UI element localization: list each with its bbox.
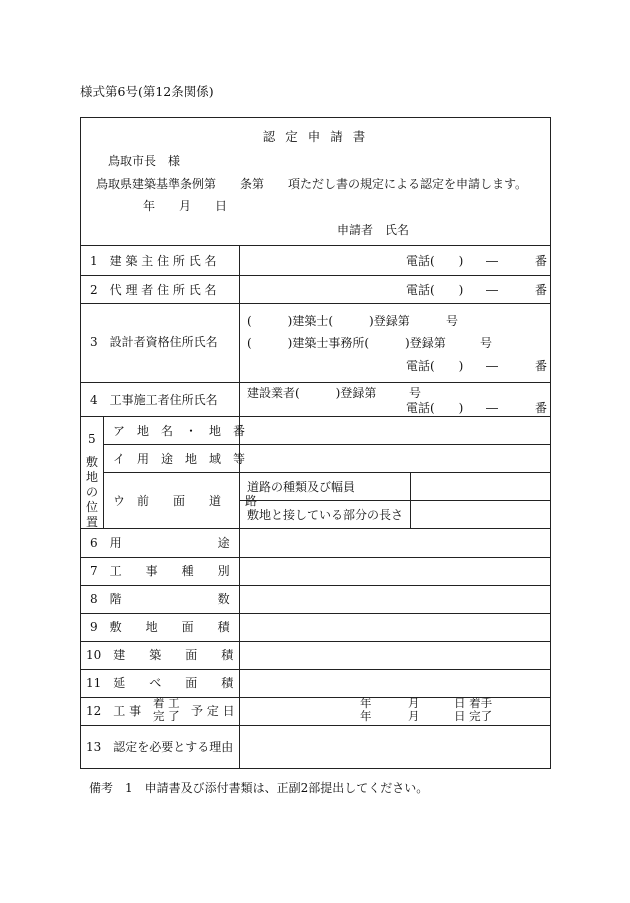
row-floor-area-label: 11 延 べ 面 積 [86,676,234,690]
phone-ban: 番 [535,401,548,415]
date-month: 月 [179,199,192,213]
row-site-address-label: ア 地 名 ・ 地 番 [113,424,246,438]
row-site-vertical-label: 敷 地 の 位 置 [85,455,98,529]
date-day: 日 [215,199,228,213]
phone-ban: 番 [535,283,548,297]
schedule-start-year: 年 [360,696,372,710]
row-designer-label: 3 設計者資格住所氏名 [90,335,218,349]
form-title: 認 定 申 請 書 [262,129,369,144]
designer-line1-go: 号 [446,314,459,328]
contractor-line1-go: 号 [409,386,422,400]
row-site-road-label: ウ 前 面 道 路 [113,494,258,508]
contractor-line1: 建設業者( )登録第 [247,386,377,400]
phone-label: 電話( ) [406,254,464,268]
row-contractor-label: 4 工事施工者住所氏名 [90,393,218,407]
schedule-start-month: 月 [408,696,420,710]
phone-label: 電話( ) [406,401,464,415]
row-schedule-prefix: 12 工 事 [86,704,142,718]
road-type-width-label: 道路の種類及び幅員 [247,480,356,494]
designer-line2: ( )建築士事務所( )登録第 [247,336,446,350]
phone-dash: ― [486,254,498,268]
phone-label: 電話( ) [406,283,464,297]
remarks-note: 備考 1 申請書及び添付書類は、正副2部提出してください。 [89,781,429,795]
road-frontage-length-label: 敷地と接している部分の長さ [247,508,404,522]
row-use-label: 6 用 途 [90,536,230,550]
row-site-area-label: 9 敷 地 面 積 [90,620,230,634]
statement: 鳥取県建築基準条例第 条第 項ただし書の規定による認定を申請します。 [96,177,528,191]
designer-line2-go: 号 [480,336,493,350]
applicant-name: 申請者 氏名 [337,223,410,237]
phone-dash: ― [486,401,498,415]
date-year: 年 [143,199,156,213]
phone-ban: 番 [535,359,548,373]
designer-line1: ( )建築士( )登録第 [247,314,410,328]
row-agent-label: 2 代 理 者 住 所 氏 名 [90,283,217,297]
phone-ban: 番 [535,254,548,268]
schedule-end-month: 月 [408,709,420,723]
row-site-zoning-label: イ 用 途 地 域 等 [113,452,246,466]
row-schedule-suffix: 予 定 日 [191,704,235,718]
form-number: 様式第6号(第12条関係) [80,84,214,99]
phone-label: 電話( ) [406,359,464,373]
row-work-type-label: 7 工 事 種 別 [90,564,230,578]
row-schedule-start: 着 工 [153,696,180,710]
phone-dash: ― [486,359,498,373]
row-site-number: 5 [88,432,96,446]
schedule-start-day: 日 着手 [454,696,493,710]
addressee: 鳥取市長 様 [108,154,181,168]
row-building-area-label: 10 建 築 面 積 [86,648,234,662]
row-floors-label: 8 階 数 [90,592,230,606]
row-schedule-end: 完 了 [153,709,180,723]
row-reason-label: 13 認定を必要とする理由 [86,740,234,754]
phone-dash: ― [486,283,498,297]
application-form [80,117,551,769]
schedule-end-day: 日 完了 [454,709,493,723]
row-builder-label: 1 建 築 主 住 所 氏 名 [90,254,217,268]
schedule-end-year: 年 [360,709,372,723]
